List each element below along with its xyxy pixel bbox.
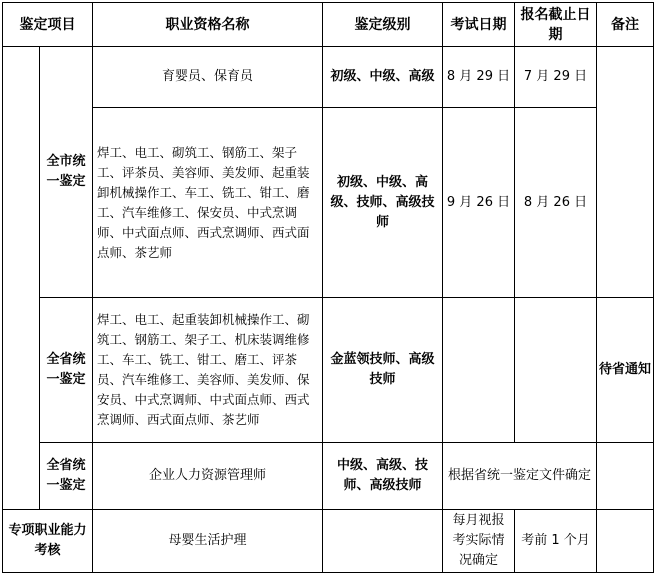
remarks-cell xyxy=(597,510,654,573)
table-row xyxy=(3,47,654,108)
city-unified-label: 全市统一鉴定 xyxy=(40,47,93,298)
occupation-cell: 育婴员、保育员 xyxy=(93,47,323,108)
exam-date-cell: 9 月 26 日 xyxy=(443,108,515,298)
level-cell: 金蓝领技师、高级技师 xyxy=(323,298,443,443)
occupation-cell: 焊工、电工、砌筑工、钢筋工、架子工、评茶员、美容师、美发师、起重装卸机械操作工、车工、铣工、钳工、磨工、汽车维修工、保安员、中式烹调师、中式面点师、西式烹调师、西式面点师、茶艺师 xyxy=(93,108,323,298)
special-assessment-label: 专项职业能力考核 xyxy=(3,510,93,573)
level-cell: 初级、中级、高级、技师、高级技师 xyxy=(323,108,443,298)
exam-date-cell: 每月视报考实际情况确定 xyxy=(443,510,515,573)
date-note-cell: 根据省统一鉴定文件确定 xyxy=(443,443,597,510)
occupation-cell: 母婴生活护理 xyxy=(93,510,323,573)
remarks-cell xyxy=(597,443,654,510)
header-row xyxy=(3,3,654,47)
table-row xyxy=(3,510,654,573)
group-spacer-cell xyxy=(3,47,40,510)
header-qualification: 职业资格名称 xyxy=(93,3,323,47)
table-row xyxy=(3,298,654,443)
remarks-cell xyxy=(597,47,654,298)
level-cell: 初级、中级、高级 xyxy=(323,47,443,108)
level-cell: 中级、高级、技师、高级技师 xyxy=(323,443,443,510)
header-deadline: 报名截止日期 xyxy=(515,3,597,47)
remarks-cell: 待省通知 xyxy=(597,298,654,443)
appraisal-schedule-table xyxy=(2,2,654,573)
header-level: 鉴定级别 xyxy=(323,3,443,47)
header-remarks: 备注 xyxy=(597,3,654,47)
exam-date-cell: 8 月 29 日 xyxy=(443,47,515,108)
deadline-cell: 8 月 26 日 xyxy=(515,108,597,298)
header-exam-date: 考试日期 xyxy=(443,3,515,47)
table-row xyxy=(3,443,654,510)
occupation-cell: 焊工、电工、起重装卸机械操作工、砌筑工、钢筋工、架子工、机床装调维修工、车工、铣工、钳工、磨工、评茶员、汽车维修工、美容师、美发师、保安员、中式烹调师、中式面点师、西式烹调师、西式面点师、茶艺师 xyxy=(93,298,323,443)
occupation-cell: 企业人力资源管理师 xyxy=(93,443,323,510)
exam-date-cell xyxy=(443,298,515,443)
header-item: 鉴定项目 xyxy=(3,3,93,47)
province-unified-label: 全省统一鉴定 xyxy=(40,443,93,510)
table-row xyxy=(3,108,654,298)
deadline-cell: 考前 1 个月 xyxy=(515,510,597,573)
province-unified-label: 全省统一鉴定 xyxy=(40,298,93,443)
level-cell xyxy=(323,510,443,573)
deadline-cell: 7 月 29 日 xyxy=(515,47,597,108)
deadline-cell xyxy=(515,298,597,443)
